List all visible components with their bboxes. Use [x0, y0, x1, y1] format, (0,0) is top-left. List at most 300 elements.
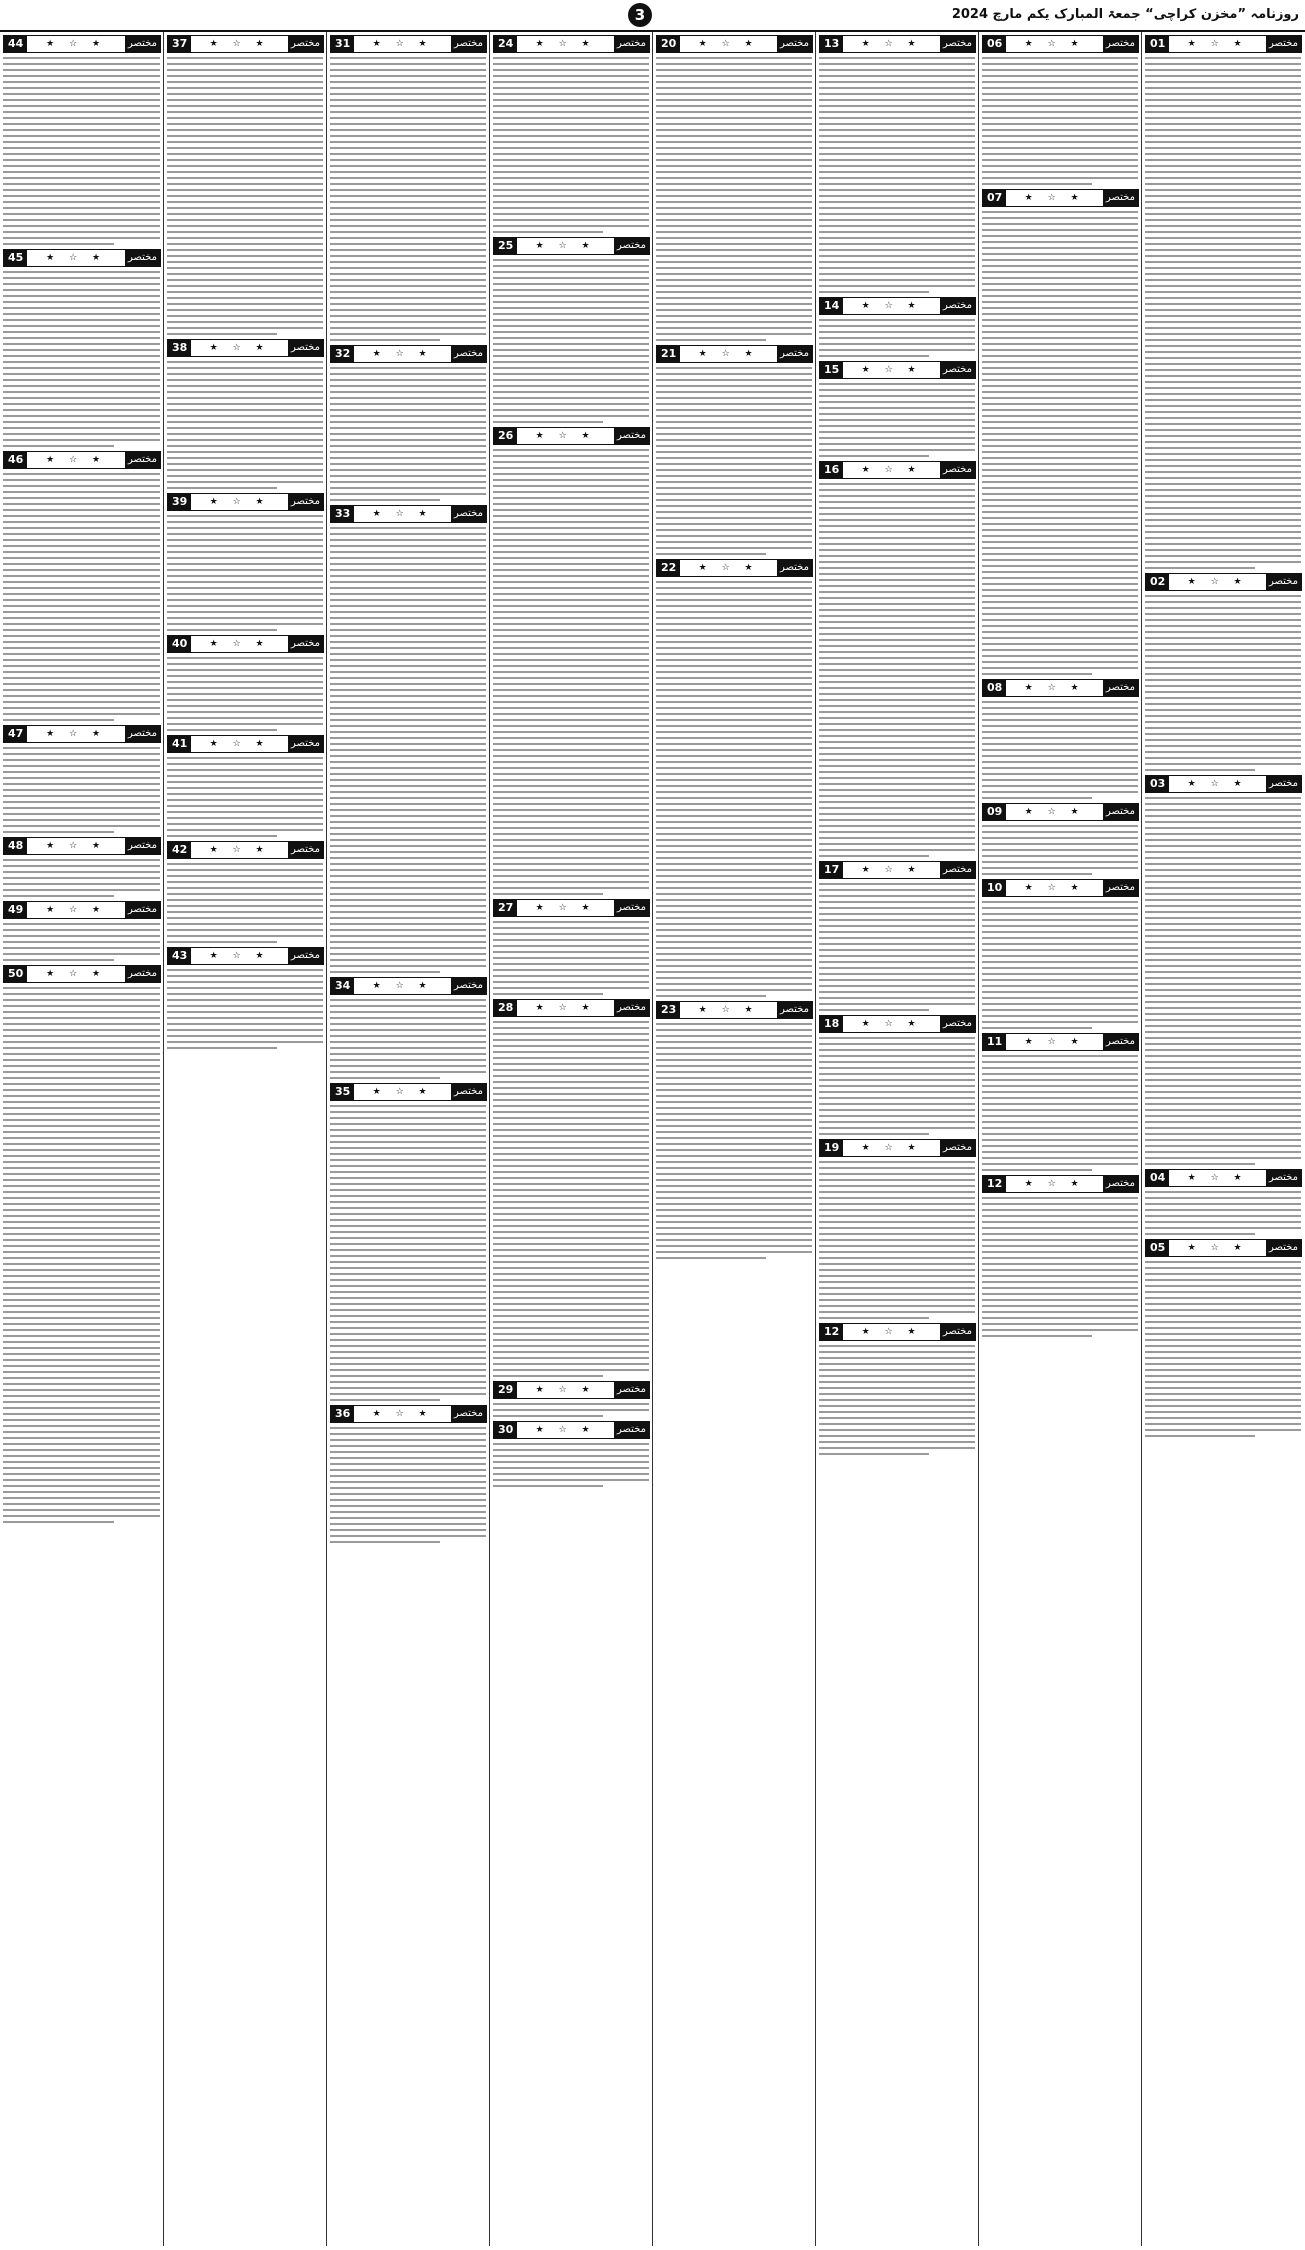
story-body-text: [330, 1105, 487, 1401]
story-number: 28: [494, 1000, 517, 1016]
story-brand-label: مختصر: [940, 862, 975, 878]
story-header: [656, 35, 813, 53]
story-number: 29: [494, 1382, 517, 1398]
star-ornament-icon: ★ ☆ ★: [209, 39, 270, 49]
news-story: [819, 35, 976, 293]
star-ornament-icon: ★ ☆ ★: [46, 841, 107, 851]
news-column-8: [0, 32, 164, 2246]
story-header: [819, 35, 976, 53]
star-ornament-icon: ★ ☆ ★: [46, 455, 107, 465]
story-brand-label: مختصر: [614, 36, 649, 52]
story-brand-label: مختصر: [288, 340, 323, 356]
story-brand-label: مختصر: [451, 1084, 486, 1100]
story-brand-label: مختصر: [288, 36, 323, 52]
star-ornament-icon: ★ ☆ ★: [372, 1409, 433, 1419]
story-brand-label: مختصر: [1103, 680, 1138, 696]
star-ornament-icon: ★ ☆ ★: [861, 301, 922, 311]
star-ornament-icon: ★ ☆ ★: [1024, 683, 1085, 693]
story-header: [819, 1323, 976, 1341]
story-body-text: [819, 1345, 976, 1455]
story-header: [330, 977, 487, 995]
news-story: [330, 505, 487, 973]
news-story: [3, 35, 161, 245]
story-body-text: [493, 1403, 650, 1417]
news-story: [493, 35, 650, 233]
news-story: [330, 1083, 487, 1401]
story-header: [819, 461, 976, 479]
story-body-text: [3, 271, 161, 447]
news-story: [982, 879, 1139, 1029]
star-ornament-icon: ★ ☆ ★: [209, 639, 270, 649]
story-number: 46: [4, 452, 27, 468]
story-body-text: [330, 57, 487, 341]
story-number: 44: [4, 36, 27, 52]
news-story: [1145, 35, 1302, 569]
news-story: [819, 1015, 976, 1135]
news-story: [656, 345, 813, 555]
story-brand-label: مختصر: [451, 36, 486, 52]
story-brand-label: مختصر: [614, 1382, 649, 1398]
story-number: 05: [1146, 1240, 1169, 1256]
story-number: 08: [983, 680, 1006, 696]
star-ornament-icon: ★ ☆ ★: [861, 1019, 922, 1029]
star-ornament-icon: ★ ☆ ★: [1187, 1243, 1248, 1253]
story-body-text: [982, 1197, 1139, 1337]
story-header: [819, 361, 976, 379]
news-story: [1145, 1169, 1302, 1235]
star-ornament-icon: ★ ☆ ★: [1187, 779, 1248, 789]
story-brand-label: مختصر: [125, 726, 160, 742]
news-story: [982, 803, 1139, 875]
story-header: [167, 35, 324, 53]
story-number: 47: [4, 726, 27, 742]
story-number: 21: [657, 346, 680, 362]
story-number: 06: [983, 36, 1006, 52]
story-brand-label: مختصر: [1103, 190, 1138, 206]
story-number: 16: [820, 462, 843, 478]
story-brand-label: مختصر: [1103, 1034, 1138, 1050]
story-number: 12: [820, 1324, 843, 1340]
story-header: [982, 679, 1139, 697]
story-body-text: [1145, 57, 1302, 569]
story-number: 01: [1146, 36, 1169, 52]
news-story: [1145, 1239, 1302, 1437]
story-brand-label: مختصر: [777, 1002, 812, 1018]
story-body-text: [167, 657, 324, 731]
star-ornament-icon: ★ ☆ ★: [372, 1087, 433, 1097]
news-story: [330, 977, 487, 1079]
story-header: [3, 837, 161, 855]
story-header: [982, 35, 1139, 53]
news-story: [819, 861, 976, 1011]
news-column-4: [652, 32, 816, 2246]
story-brand-label: مختصر: [1266, 1170, 1301, 1186]
star-ornament-icon: ★ ☆ ★: [535, 431, 596, 441]
news-story: [982, 679, 1139, 799]
story-header: [3, 901, 161, 919]
news-story: [167, 735, 324, 837]
story-brand-label: مختصر: [777, 36, 812, 52]
story-body-text: [493, 1021, 650, 1377]
story-body-text: [656, 57, 813, 341]
story-header: [330, 1083, 487, 1101]
story-header: [819, 297, 976, 315]
story-body-text: [167, 863, 324, 943]
story-brand-label: مختصر: [614, 900, 649, 916]
story-header: [493, 1421, 650, 1439]
star-ornament-icon: ★ ☆ ★: [698, 39, 759, 49]
story-brand-label: مختصر: [1103, 36, 1138, 52]
story-header: [982, 803, 1139, 821]
story-brand-label: مختصر: [777, 560, 812, 576]
story-body-text: [819, 319, 976, 357]
story-header: [493, 427, 650, 445]
story-brand-label: مختصر: [125, 838, 160, 854]
story-number: 13: [820, 36, 843, 52]
news-story: [656, 559, 813, 997]
story-number: 49: [4, 902, 27, 918]
story-brand-label: مختصر: [1266, 776, 1301, 792]
story-header: [1145, 1239, 1302, 1257]
story-number: 27: [494, 900, 517, 916]
story-body-text: [167, 757, 324, 837]
news-story: [1145, 573, 1302, 771]
news-story: [3, 451, 161, 721]
star-ornament-icon: ★ ☆ ★: [535, 241, 596, 251]
news-story: [819, 1139, 976, 1319]
story-body-text: [1145, 595, 1302, 771]
story-body-text: [1145, 1191, 1302, 1235]
story-number: 20: [657, 36, 680, 52]
story-number: 11: [983, 1034, 1006, 1050]
news-story: [819, 1323, 976, 1455]
star-ornament-icon: ★ ☆ ★: [209, 951, 270, 961]
story-number: 48: [4, 838, 27, 854]
news-story: [3, 901, 161, 961]
story-header: [3, 965, 161, 983]
story-brand-label: مختصر: [288, 636, 323, 652]
story-number: 12: [983, 1176, 1006, 1192]
news-column-2: [978, 32, 1142, 2246]
story-body-text: [819, 1037, 976, 1135]
story-brand-label: مختصر: [940, 1140, 975, 1156]
star-ornament-icon: ★ ☆ ★: [372, 981, 433, 991]
story-header: [656, 1001, 813, 1019]
story-header: [167, 493, 324, 511]
story-number: 35: [331, 1084, 354, 1100]
star-ornament-icon: ★ ☆ ★: [535, 1003, 596, 1013]
story-header: [1145, 573, 1302, 591]
story-header: [982, 1175, 1139, 1193]
story-number: 25: [494, 238, 517, 254]
story-number: 04: [1146, 1170, 1169, 1186]
story-number: 45: [4, 250, 27, 266]
story-brand-label: مختصر: [940, 36, 975, 52]
news-story: [656, 1001, 813, 1259]
story-body-text: [3, 473, 161, 721]
news-story: [3, 837, 161, 897]
story-header: [330, 1405, 487, 1423]
star-ornament-icon: ★ ☆ ★: [46, 969, 107, 979]
news-story: [330, 345, 487, 501]
story-header: [656, 345, 813, 363]
story-brand-label: مختصر: [940, 1016, 975, 1032]
story-number: 07: [983, 190, 1006, 206]
story-brand-label: مختصر: [1103, 1176, 1138, 1192]
story-body-text: [167, 969, 324, 1049]
story-number: 17: [820, 862, 843, 878]
masthead: [0, 0, 1305, 32]
news-story: [819, 297, 976, 357]
story-body-text: [819, 383, 976, 457]
star-ornament-icon: ★ ☆ ★: [46, 39, 107, 49]
story-brand-label: مختصر: [1266, 574, 1301, 590]
story-body-text: [3, 57, 161, 245]
story-body-text: [3, 987, 161, 1523]
story-header: [330, 505, 487, 523]
story-body-text: [1145, 797, 1302, 1165]
story-brand-label: مختصر: [614, 238, 649, 254]
star-ornament-icon: ★ ☆ ★: [1024, 193, 1085, 203]
story-number: 03: [1146, 776, 1169, 792]
story-body-text: [330, 999, 487, 1079]
story-body-text: [819, 1161, 976, 1319]
star-ornament-icon: ★ ☆ ★: [861, 865, 922, 875]
story-body-text: [656, 1023, 813, 1259]
story-brand-label: مختصر: [614, 428, 649, 444]
story-body-text: [167, 515, 324, 631]
story-header: [982, 1033, 1139, 1051]
story-body-text: [819, 883, 976, 1011]
story-header: [3, 451, 161, 469]
story-brand-label: مختصر: [288, 494, 323, 510]
story-number: 34: [331, 978, 354, 994]
story-number: 42: [168, 842, 191, 858]
news-story: [167, 635, 324, 731]
news-story: [656, 35, 813, 341]
story-number: 14: [820, 298, 843, 314]
star-ornament-icon: ★ ☆ ★: [535, 1385, 596, 1395]
story-header: [167, 947, 324, 965]
story-body-text: [656, 367, 813, 555]
star-ornament-icon: ★ ☆ ★: [1024, 39, 1085, 49]
story-header: [167, 841, 324, 859]
story-number: 33: [331, 506, 354, 522]
story-brand-label: مختصر: [288, 736, 323, 752]
story-number: 37: [168, 36, 191, 52]
story-brand-label: مختصر: [614, 1000, 649, 1016]
story-body-text: [982, 211, 1139, 675]
story-number: 22: [657, 560, 680, 576]
story-number: 02: [1146, 574, 1169, 590]
star-ornament-icon: ★ ☆ ★: [861, 1143, 922, 1153]
story-brand-label: مختصر: [125, 966, 160, 982]
news-column-6: [326, 32, 490, 2246]
news-column-1: [1141, 32, 1305, 2246]
story-header: [493, 999, 650, 1017]
news-story: [3, 249, 161, 447]
story-body-text: [493, 259, 650, 423]
story-number: 36: [331, 1406, 354, 1422]
story-header: [982, 189, 1139, 207]
story-header: [493, 237, 650, 255]
story-number: 50: [4, 966, 27, 982]
star-ornament-icon: ★ ☆ ★: [1187, 1173, 1248, 1183]
story-body-text: [3, 859, 161, 897]
news-story: [167, 841, 324, 943]
story-header: [3, 249, 161, 267]
story-body-text: [167, 57, 324, 335]
story-number: 15: [820, 362, 843, 378]
star-ornament-icon: ★ ☆ ★: [698, 1005, 759, 1015]
story-header: [819, 1139, 976, 1157]
star-ornament-icon: ★ ☆ ★: [372, 39, 433, 49]
star-ornament-icon: ★ ☆ ★: [1024, 883, 1085, 893]
story-header: [3, 35, 161, 53]
story-brand-label: مختصر: [451, 978, 486, 994]
story-body-text: [167, 361, 324, 489]
news-column-7: [163, 32, 327, 2246]
story-header: [819, 1015, 976, 1033]
story-brand-label: مختصر: [125, 250, 160, 266]
story-number: 31: [331, 36, 354, 52]
star-ornament-icon: ★ ☆ ★: [1024, 807, 1085, 817]
story-number: 39: [168, 494, 191, 510]
story-body-text: [3, 923, 161, 961]
story-header: [982, 879, 1139, 897]
star-ornament-icon: ★ ☆ ★: [861, 1327, 922, 1337]
story-number: 40: [168, 636, 191, 652]
news-story: [493, 999, 650, 1377]
news-story: [493, 899, 650, 995]
star-ornament-icon: ★ ☆ ★: [535, 39, 596, 49]
story-number: 30: [494, 1422, 517, 1438]
news-story: [982, 189, 1139, 675]
story-number: 38: [168, 340, 191, 356]
story-number: 41: [168, 736, 191, 752]
story-brand-label: مختصر: [451, 506, 486, 522]
story-header: [330, 345, 487, 363]
story-body-text: [656, 581, 813, 997]
story-brand-label: مختصر: [1103, 804, 1138, 820]
news-story: [819, 461, 976, 857]
news-story: [330, 1405, 487, 1543]
star-ornament-icon: ★ ☆ ★: [372, 349, 433, 359]
story-body-text: [330, 527, 487, 973]
news-story: [1145, 775, 1302, 1165]
story-body-text: [3, 747, 161, 833]
story-body-text: [819, 483, 976, 857]
star-ornament-icon: ★ ☆ ★: [1024, 1037, 1085, 1047]
news-story: [3, 725, 161, 833]
story-body-text: [330, 367, 487, 501]
story-number: 19: [820, 1140, 843, 1156]
star-ornament-icon: ★ ☆ ★: [698, 349, 759, 359]
star-ornament-icon: ★ ☆ ★: [46, 253, 107, 263]
news-column-5: [489, 32, 653, 2246]
news-story: [3, 965, 161, 1523]
story-header: [493, 35, 650, 53]
star-ornament-icon: ★ ☆ ★: [46, 729, 107, 739]
story-header: [167, 635, 324, 653]
news-story: [493, 1381, 650, 1417]
story-number: 23: [657, 1002, 680, 1018]
news-story: [167, 947, 324, 1049]
star-ornament-icon: ★ ☆ ★: [861, 39, 922, 49]
story-brand-label: مختصر: [1266, 36, 1301, 52]
story-brand-label: مختصر: [451, 346, 486, 362]
star-ornament-icon: ★ ☆ ★: [46, 905, 107, 915]
news-story: [167, 493, 324, 631]
page-number: 3: [628, 3, 652, 27]
star-ornament-icon: ★ ☆ ★: [372, 509, 433, 519]
story-header: [1145, 775, 1302, 793]
star-ornament-icon: ★ ☆ ★: [1187, 39, 1248, 49]
story-header: [819, 861, 976, 879]
story-body-text: [1145, 1261, 1302, 1437]
story-header: [3, 725, 161, 743]
news-story: [493, 427, 650, 895]
story-body-text: [493, 1443, 650, 1487]
story-body-text: [982, 825, 1139, 875]
story-number: 18: [820, 1016, 843, 1032]
story-body-text: [982, 57, 1139, 185]
story-number: 09: [983, 804, 1006, 820]
story-brand-label: مختصر: [125, 452, 160, 468]
story-brand-label: مختصر: [940, 1324, 975, 1340]
story-brand-label: مختصر: [940, 362, 975, 378]
news-story: [819, 361, 976, 457]
story-header: [167, 735, 324, 753]
star-ornament-icon: ★ ☆ ★: [861, 465, 922, 475]
story-brand-label: مختصر: [125, 902, 160, 918]
story-body-text: [493, 449, 650, 895]
story-brand-label: مختصر: [288, 948, 323, 964]
star-ornament-icon: ★ ☆ ★: [535, 1425, 596, 1435]
story-header: [1145, 1169, 1302, 1187]
news-story: [493, 237, 650, 423]
story-body-text: [493, 57, 650, 233]
news-story: [330, 35, 487, 341]
story-number: 43: [168, 948, 191, 964]
star-ornament-icon: ★ ☆ ★: [861, 365, 922, 375]
news-story: [167, 339, 324, 489]
story-body-text: [819, 57, 976, 293]
star-ornament-icon: ★ ☆ ★: [209, 343, 270, 353]
star-ornament-icon: ★ ☆ ★: [1187, 577, 1248, 587]
story-header: [493, 1381, 650, 1399]
story-brand-label: مختصر: [777, 346, 812, 362]
story-brand-label: مختصر: [125, 36, 160, 52]
story-header: [330, 35, 487, 53]
story-number: 24: [494, 36, 517, 52]
story-brand-label: مختصر: [940, 462, 975, 478]
story-body-text: [493, 921, 650, 995]
story-body-text: [982, 1055, 1139, 1171]
news-story: [493, 1421, 650, 1487]
story-brand-label: مختصر: [614, 1422, 649, 1438]
paper-date: روزنامہ ”مخزن کراچی“ جمعۃ المبارک یکم مارچ 2024: [951, 7, 1299, 22]
story-number: 26: [494, 428, 517, 444]
story-header: [656, 559, 813, 577]
news-story: [982, 35, 1139, 185]
story-brand-label: مختصر: [1266, 1240, 1301, 1256]
story-brand-label: مختصر: [288, 842, 323, 858]
story-number: 10: [983, 880, 1006, 896]
story-header: [493, 899, 650, 917]
story-brand-label: مختصر: [940, 298, 975, 314]
story-brand-label: مختصر: [1103, 880, 1138, 896]
